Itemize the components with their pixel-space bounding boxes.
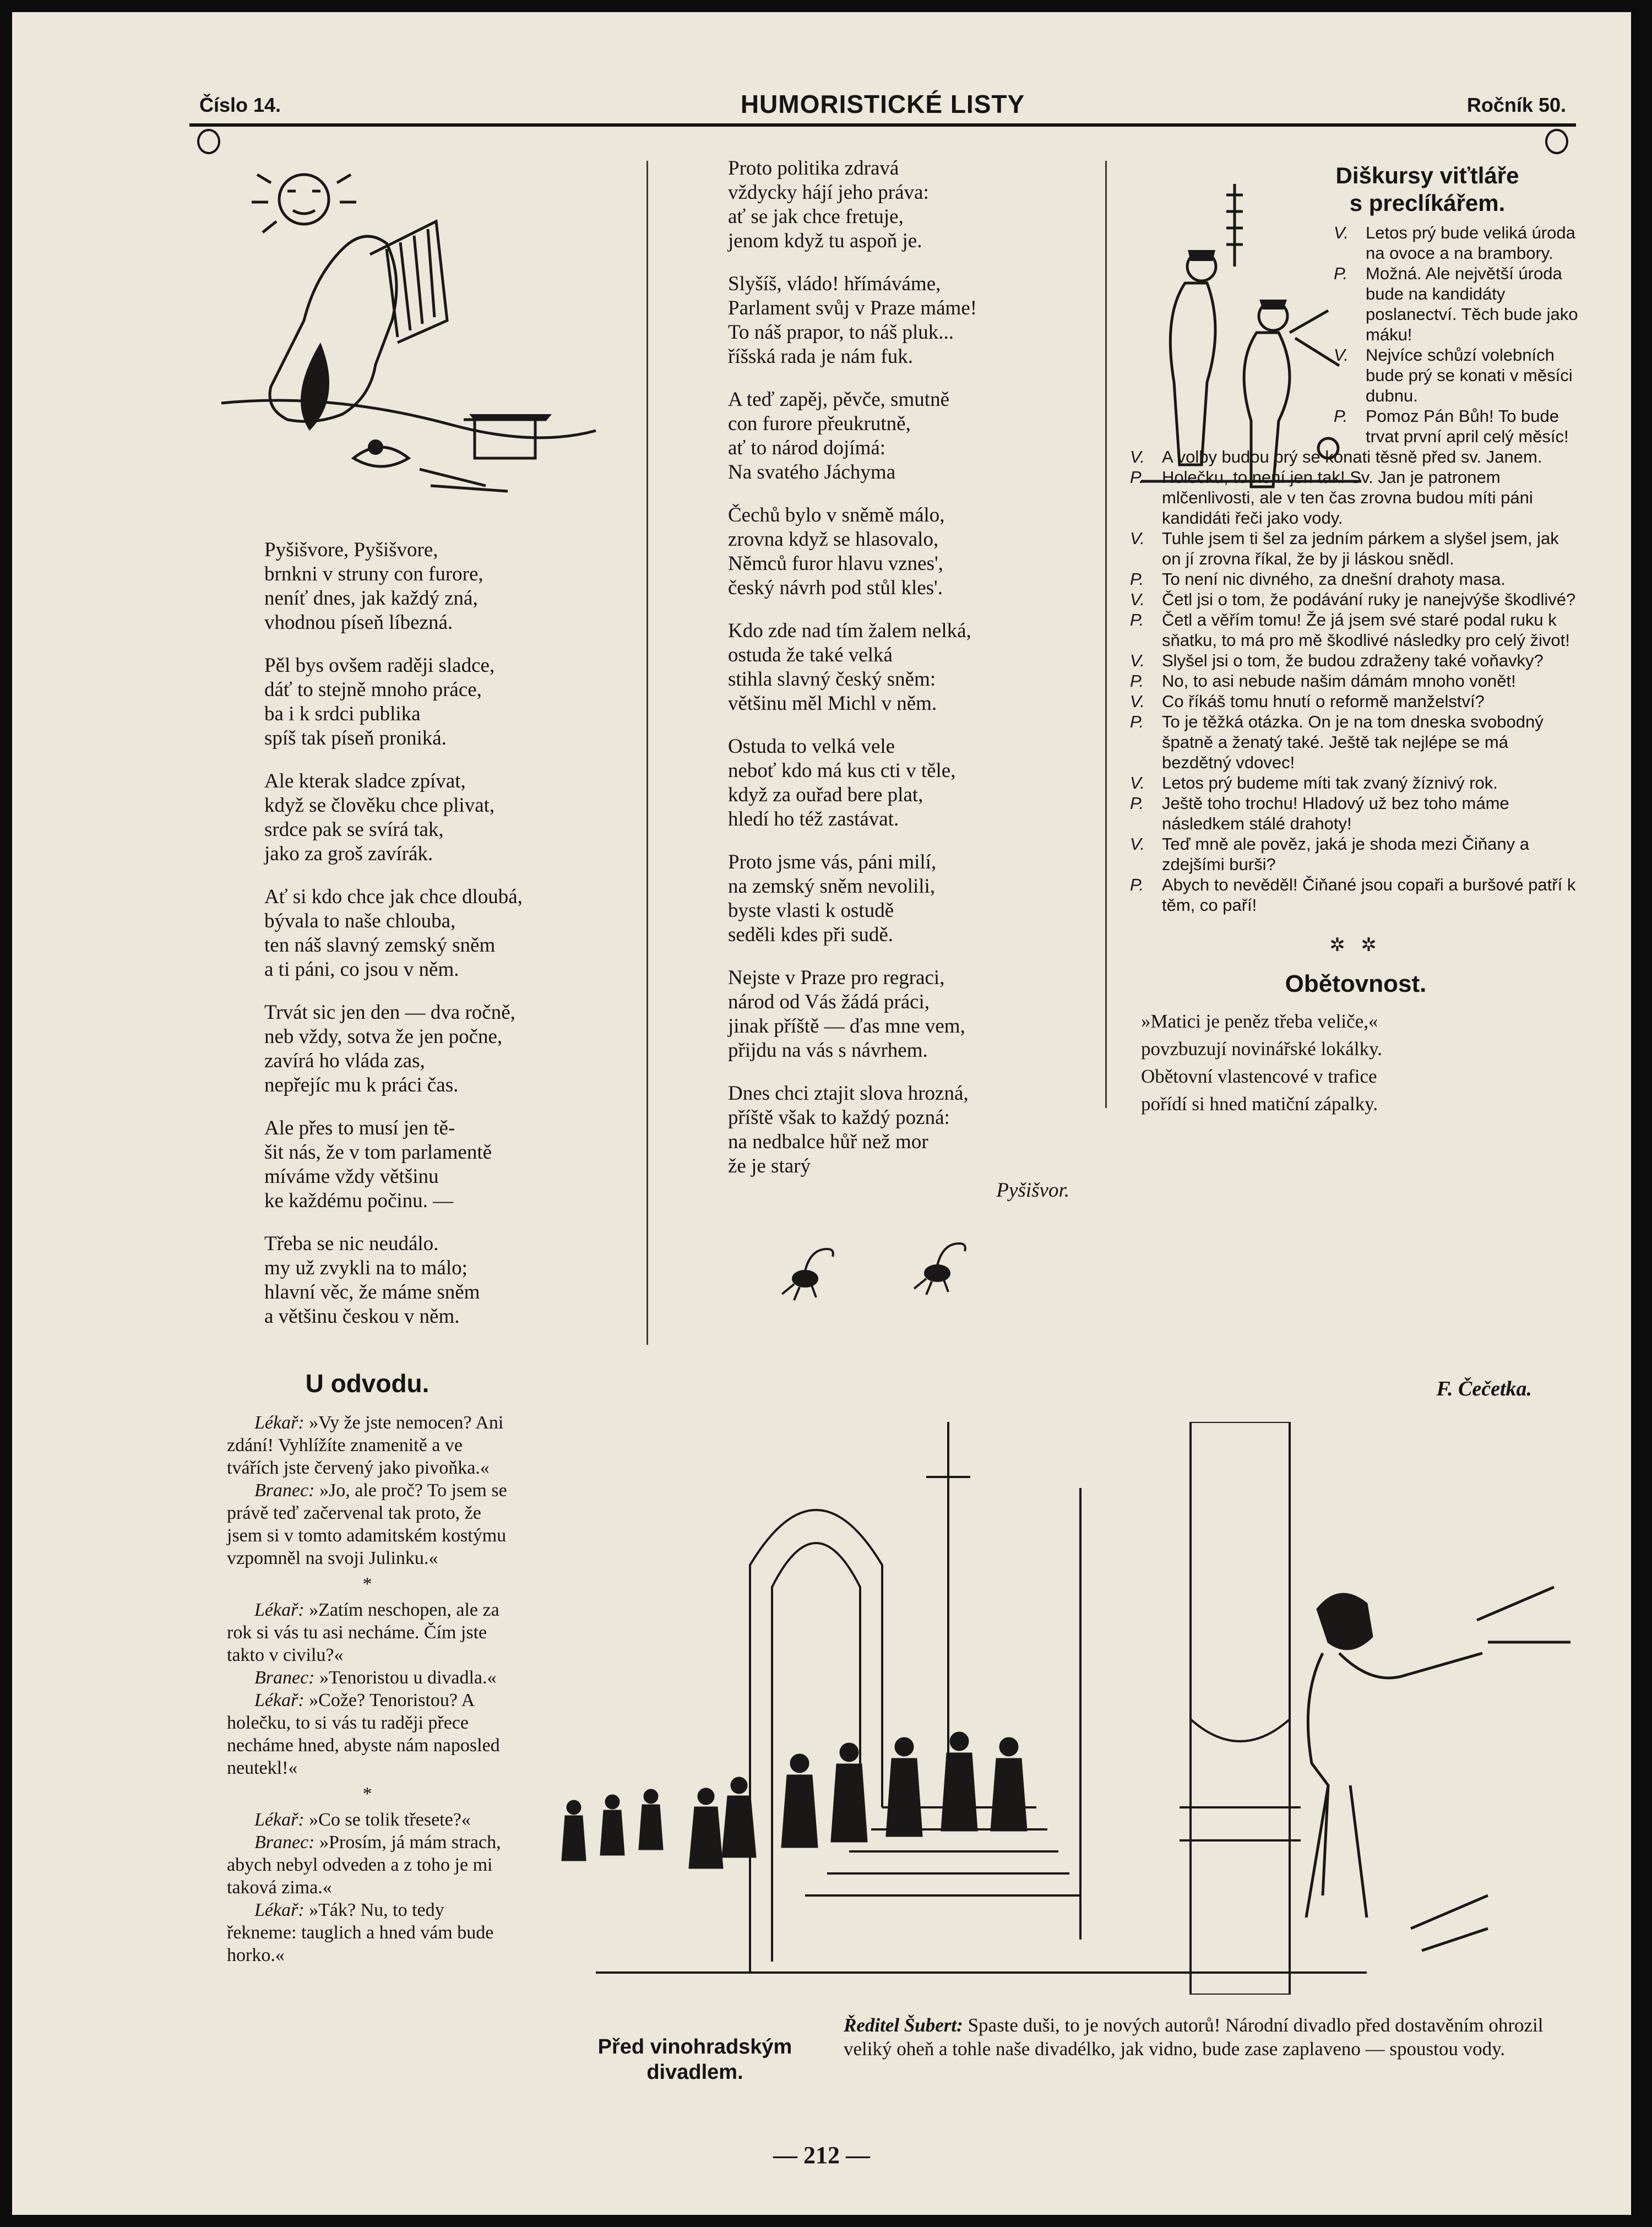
artist-signature: F. Čečetka. [1436,1377,1532,1400]
poem-line: pořídí si hned matiční zápalky. [1141,1093,1378,1115]
odvod-block [227,1808,508,1967]
speaker-label: P. [1130,610,1144,629]
dialogue-text: To není nic divného, za dnešní drahoty masa. [1162,569,1506,589]
poem-stanza: Pyšišvore, Pyšišvore, brnkni v struny con furore, neníť dnes, jak každý zná, vhodnou píseň líbezná. [264,539,483,634]
speaker-label: Lékař: [254,1413,305,1433]
diskursy-article [1130,162,1582,1118]
obetovnost-title: Obětovnost. [1285,970,1427,997]
poem-column-middle [728,156,1080,1203]
speaker-label: Lékař: [254,1690,305,1710]
dialogue-line [1130,793,1582,834]
dialogue-line [227,1831,508,1899]
poem-line: Obětovní vlastencové v trafice [1141,1066,1377,1087]
poem-stanza: Čechů bylo v sněmě málo, zrovna když se hlasovalo, Němců furor hlavu vznes', český návrh pod stůl kles'. [728,504,945,599]
speaker-label: P. [1130,569,1144,589]
separator-star: * [362,1574,372,1594]
poem-stanza: Pěl bys ovšem raději sladce, dáť to stejně mnoho práce, ba i k srdci publika spíš tak píseň proniká. [264,654,495,749]
section-ornament: ✲ ✲ [1329,935,1382,955]
speaker-label: Lékař: [254,1810,305,1830]
speaker-label: Lékař: [254,1900,305,1920]
dialogue-text: Četl a věřím tomu! Že já jsem své staré podal ruku k sňatku, to má pro mě škodlivé následky pro celý život! [1162,610,1570,650]
scorpion-ornament-icons [772,1235,992,1306]
dialogue-line [1130,569,1582,589]
illustration-title: Před vinohradským divadlem. [597,2035,792,2084]
poem-stanza: A teď zapěj, pěvče, smutně con furore přeukrutně, ať to národ dojímá: Na svatého Jáchyma [728,388,949,484]
poem-stanza: Dnes chci ztajit slova hrozná, příště však to každý pozná: na nedbalce hůř než mor že je starý [728,1082,969,1177]
dialogue-line [1130,671,1582,691]
header-rule [189,123,1576,127]
dialogue-text: »Cože? Tenoristou? A holečku, to si vás tu raději přece necháme hned, abyste nám naposled neutekl!« [227,1690,500,1778]
dialogue-text: Pomoz Pán Bůh! To bude trvat první april celý měsíc! [1366,406,1569,446]
dialogue-line [1130,650,1582,671]
dialogue-text: Co říkáš tomu hnutí o reformě manželství? [1162,692,1485,711]
dialogue-text: »Co se tolik třesete?« [309,1810,471,1830]
dialogue-text: »Jo, ale proč? To jsem se právě teď začervenal tak proto, že jsem si v tomto adamitském kostýmu vzpomněl na svoji Julinku.« [227,1480,507,1568]
speaker-label: V. [1130,590,1145,609]
dialogue-text: Letos prý bude veliká úroda na ovoce a na brambory. [1366,223,1575,263]
diskursy-title: Diškursy viťtláře s preclíkářem. [1335,162,1519,216]
dialogue-text: Holečku, to není jen tak! Sv. Jan je patronem mlčenlivosti, ale v ten čas zrovna budou míti páni kandidáti řeči jako vody. [1162,468,1533,528]
dialogue-line [227,1808,508,1831]
speaker-label: Branec: [254,1832,315,1853]
illustration-caption [844,2013,1576,2061]
odvod-title: U odvodu. [305,1369,430,1398]
poem-stanza: Ostuda to velká vele neboť kdo má kus cti v těle, když za ouřad bere plat, hledí ho též zastávat. [728,735,956,830]
dialogue-text: Letos prý budeme míti tak zvaný žíznivý rok. [1162,773,1498,792]
speaker-label: V. [1130,834,1145,854]
page-number: — 212 — [773,2142,870,2169]
dialogue-text: Četl jsi o tom, že podávání ruky je nanejvýše škodlivé? [1162,590,1576,609]
dialogue-text: »Prosím, já mám strach, abych nebyl odveden a z toho je mi taková zima.« [227,1832,501,1898]
dialogue-line [227,1479,508,1569]
masthead-title: HUMORISTICKÉ LISTY [740,90,1025,118]
dialogue-line [227,1899,508,1967]
speaker-label: P. [1334,406,1348,426]
poem-stanza: Proto politika zdravá vždycky hájí jeho práva: ať se jak chce fretuje, jenom když tu aspoň je. [728,157,929,252]
caption-speaker: Ředitel Šubert: [844,2014,963,2036]
poem-stanza: Trvát sic jen den — dva ročně, neb vždy, sotva že jen počne, zavírá ho vláda zas, nepřejíc mu k práci čas. [264,1001,515,1096]
speaker-label: Branec: [254,1480,315,1501]
odvod-block [227,1411,508,1569]
issue-number: Číslo 14. [199,94,281,116]
caption-text: Spaste duši, to je nových autorů! Národní divadlo před dostavěním ohrozil veliký oheň a tohle naše divadélko, jak vidno, bude zase zaplaveno — spoustou vody. [844,2014,1544,2060]
speaker-label: V. [1130,529,1145,548]
speaker-label: V. [1130,692,1145,711]
poem-stanza: Ale přes to musí jen tě- šit nás, že v tom parlamentě míváme vždy většinu ke každému počinu. — [264,1117,492,1212]
dialogue-text: To je těžká otázka. On je na tom dneska svobodný špatně a ženatý také. Ještě tak nejlépe se má bezdětný vdovec! [1162,712,1544,772]
speaker-label: V. [1130,447,1145,466]
dialogue-text: No, to asi nebude našim dámám mnoho vonět! [1162,671,1516,691]
speaker-label: P. [1130,468,1144,487]
speaker-label: Branec: [254,1667,315,1688]
odvod-article [227,1369,508,1967]
volume-number: Ročník 50. [1466,94,1566,116]
poem-line: »Matici je peněz třeba veliče,« [1141,1011,1378,1032]
dialogue-text: Slyšel jsi o tom, že budou zdraženy také voňavky? [1162,651,1544,670]
dialogue-line [227,1689,508,1779]
dialogue-text: Teď mně ale pověz, jaká je shoda mezi Čiňany a zdejšími burši? [1162,834,1529,874]
speaker-label: Lékař: [254,1600,305,1620]
dialogue-text: »Zatím neschopen, ale za rok si vás tu asi necháme. Čím jste takto v civilu?« [227,1600,499,1665]
page-header [199,89,1566,122]
speaker-label: V. [1130,651,1145,670]
dialogue-line [1130,773,1582,793]
poem-stanza: Slyšíš, vládo! hřímáváme, Parlament svůj v Praze máme! To náš prapor, to náš pluk... říšská rada je nám fuk. [728,273,977,368]
poem-stanza: Ať si kdo chce jak chce dloubá, bývala to naše chlouba, ten náš slavný zemský sněm a ti páni, co jsou v něm. [264,886,523,981]
speaker-label: P. [1130,875,1144,894]
column-divider [1105,161,1107,1108]
dialogue-line [227,1411,508,1479]
dialogue-line [227,1599,508,1666]
right-ornament-icon [1545,129,1568,154]
dialogue-line [1130,691,1582,711]
dialogue-line [1130,610,1582,650]
poem-line: povzbuzují novinářské lokálky. [1141,1038,1383,1060]
theatre-illustration [541,1422,1587,1995]
poem-signature: Pyšišvor. [996,1179,1069,1202]
dialogue-text: Ještě toho trochu! Hladový už bez toho máme následkem stálé drahoty! [1162,794,1509,833]
dialogue-text: Abych to nevěděl! Čiňané jsou copaři a buršové patří k těm, co paří! [1162,875,1576,915]
separator-star: * [362,1784,372,1804]
poem-stanza: Nejste v Praze pro regraci, národ od Vás žádá práci, jinak příště — ďas mne vem, přijdu na vás s návrhem. [728,966,965,1062]
poem-stanza: Proto jsme vás, páni milí, na zemský sněm nevolili, byste vlasti k ostudě seděli kdes při sudě. [728,851,937,946]
dialogue-line [1130,528,1582,569]
dialogue-text: Možná. Ale největší úroda bude na kandidáty poslanectví. Těch bude jako máku! [1366,264,1578,344]
dialogue-line [1130,874,1582,915]
left-ornament-icon [197,129,220,154]
vendors-illustration [1130,173,1372,503]
poem-column-left [264,538,617,1348]
poet-lyre-illustration [210,161,640,546]
dialogue-text: »Tenoristou u divadla.« [319,1667,497,1688]
speaker-label: P. [1130,712,1144,731]
odvod-block [227,1599,508,1779]
dialogue-text: »Vy že jste nemocen? Ani zdání! Vyhlížíte znamenitě a ve tvářích jste červený jako pivoňka.« [227,1413,504,1478]
dialogue-line [1130,711,1582,773]
dialogue-line [1130,589,1582,610]
obetovnost-poem [1130,1008,1582,1118]
column-divider [646,161,648,1345]
poem-stanza: Ale kterak sladce zpívat, když se člověku chce plivat, srdce pak se svírá tak, jako za groš zavírák. [264,770,495,865]
poem-stanza: Třeba se nic neudálo. my už zvykli na to málo; hlavní věc, že máme sněm a většinu českou v něm. [264,1232,480,1328]
speaker-label: V. [1334,223,1349,242]
dialogue-text: Tuhle jsem ti šel za jedním párkem a slyšel jsem, jak on jí zrovna říkal, že by ji láskou snědl. [1162,529,1559,568]
speaker-label: P. [1130,671,1144,691]
dialogue-text: A volby budou prý se konati těsně před sv. Janem. [1162,447,1542,466]
dialogue-line [1130,834,1582,874]
newspaper-page [12,12,1631,2215]
dialogue-text: »Ták? Nu, to tedy řekneme: tauglich a hned vám bude horko.« [227,1900,494,1965]
dialogue-text: Nejvíce schůzí volebních bude prý se konati v měsíci dubnu. [1366,345,1573,405]
speaker-label: V. [1334,345,1349,365]
poem-stanza: Kdo zde nad tím žalem nelká, ostuda že také velká stihla slavný český sněm: většinu měl Michl v něm. [728,620,971,715]
speaker-label: P. [1334,264,1348,283]
speaker-label: V. [1130,773,1145,792]
speaker-label: P. [1130,794,1144,813]
dialogue-line [227,1666,508,1689]
